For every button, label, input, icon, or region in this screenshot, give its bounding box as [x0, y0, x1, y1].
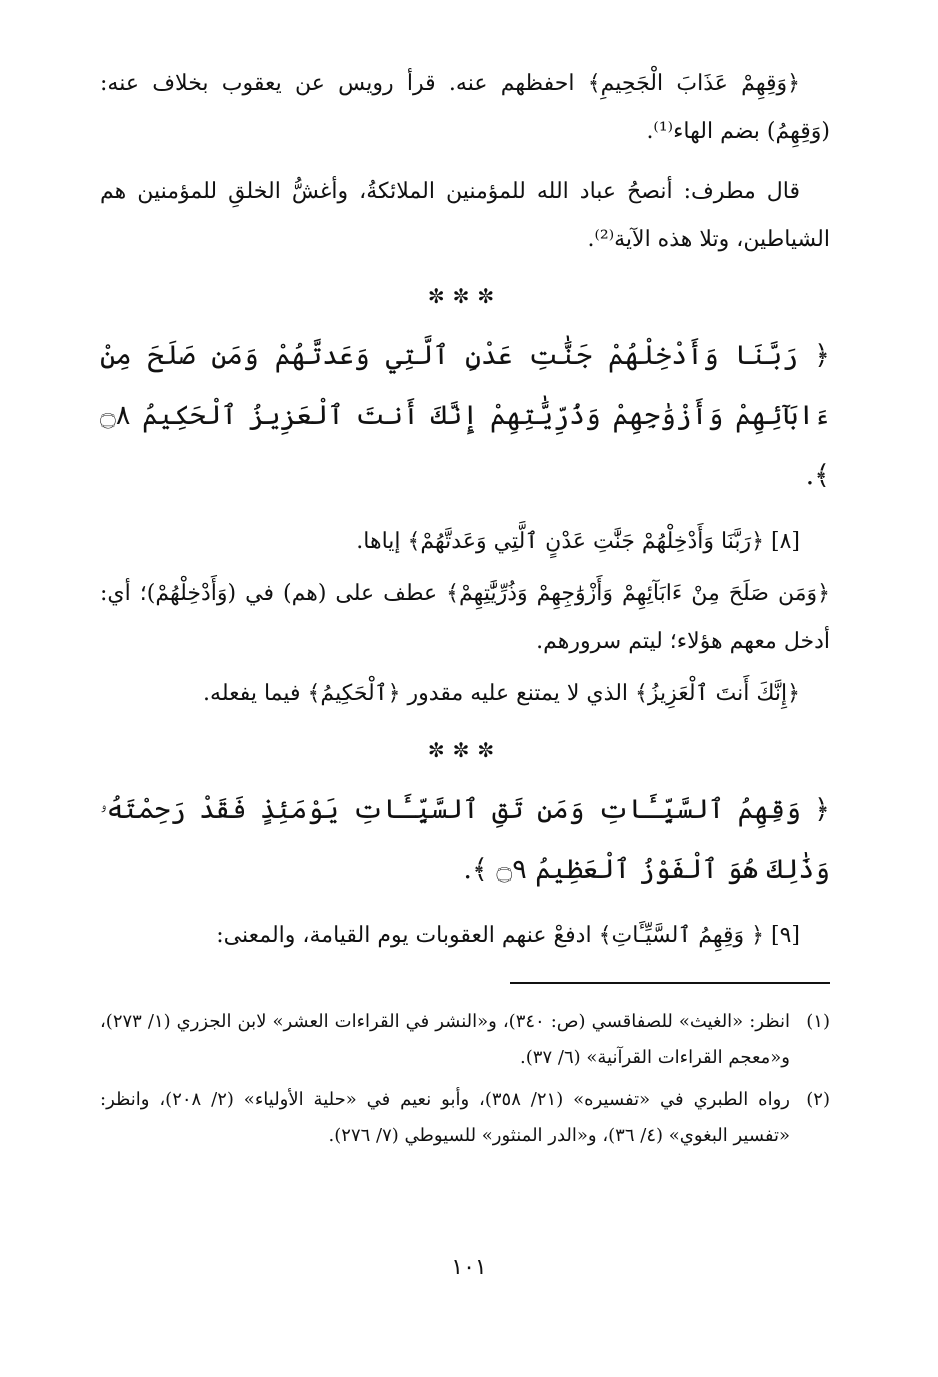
- section-divider-stars: ✼✼✼: [427, 738, 503, 762]
- page-body: [100, 60, 830, 1160]
- footnote-number: (١): [806, 1011, 830, 1032]
- footnote: [100, 1082, 830, 1154]
- footnote: [100, 1004, 830, 1076]
- page-number: ١٠١: [451, 1255, 487, 1280]
- paragraph-3: [٨] ﴿رَبَّنَا وَأَدْخِلْهُمْ جَنَّٰتِ عَدْنٍ ٱلَّتِي وَعَدتَّهُمْ﴾ إياها.: [356, 529, 800, 554]
- paragraph-4: ﴿وَمَن صَلَحَ مِنْ ءَابَآئِهِمْ وَأَزْوَٰجِهِمْ وَذُرِّيَّٰتِهِمْ﴾ عطف على (هم) في (وَأَدْخِلْهُمْ)؛ أي: أدخل معهم هؤلاء؛ ليتم سرورهم.: [100, 581, 830, 654]
- paragraph-2: قال مطرف: أنصحُ عباد الله للمؤمنين الملائكةُ، وأغشُّ الخلقِ للمؤمنين هم الشياطين، وتلا هذه الآية⁽²⁾.: [100, 179, 830, 252]
- section-divider-stars: ✼✼✼: [427, 284, 503, 308]
- quran-verse-9: ﴿ وَقِهِمُ ٱلسَّيِّـَٔاتِ وَمَن تَقِ ٱلسَّيِّـَٔاتِ يَوْمَئِذٍ فَقَدْ رَحِمْتَهُۥ وَذَٰلِكَ هُوَ ٱلْفَوْزُ ٱلْعَظِيمُ ۝٩ ﴾.: [100, 794, 830, 885]
- paragraph-6: [٩] ﴿ وَقِهِمُ ٱلسَّيِّـَٔاتِ﴾ ادفعْ عنهم العقوبات يوم القيامة، والمعنى:: [216, 923, 800, 948]
- paragraph-1: ﴿وَقِهِمْ عَذَابَ الْجَحِيمِ﴾ احفظهم عنه. قرأ رويس عن يعقوب بخلاف عنه: (وَقِهِمُ) بضم الهاء⁽¹⁾.: [100, 71, 830, 144]
- footnote-number: (٢): [806, 1089, 830, 1110]
- footnote-text: انظر: «الغيث» للصفاقسي (ص: ٣٤٠)، و«النشر في القراءات العشر» لابن الجزري (١/ ٢٧٣)، و«معجم القراءات القرآنية» (٦/ ٣٧).: [100, 1011, 790, 1068]
- footnote-text: رواه الطبري في «تفسيره» (٢١/ ٣٥٨)، وأبو نعيم في «حلية الأولياء» (٢/ ٢٠٨)، وانظر: «تفسير البغوي» (٤/ ٣٦)، و«الدر المنثور» للسيوطي (٧/ ٢٧٦).: [100, 1089, 790, 1146]
- quran-verse-8: ﴿ رَبَّنَا وَأَدْخِلْهُمْ جَنَّٰتِ عَدْنٍ ٱلَّتِي وَعَدتَّهُمْ وَمَن صَلَحَ مِنْ ءَابَآئِهِمْ وَأَزْوَٰجِهِمْ وَذُرِّيَّٰتِهِمْ إِنَّكَ أَنتَ ٱلْعَزِيزُ ٱلْحَكِيمُ ۝٨ ﴾.: [100, 340, 830, 491]
- footnote-separator: [510, 982, 830, 984]
- paragraph-5: ﴿إِنَّكَ أَنتَ ٱلْعَزِيزُ﴾ الذي لا يمتنع عليه مقدور ﴿ٱلْحَكِيمُ﴾ فيما يفعله.: [203, 681, 800, 706]
